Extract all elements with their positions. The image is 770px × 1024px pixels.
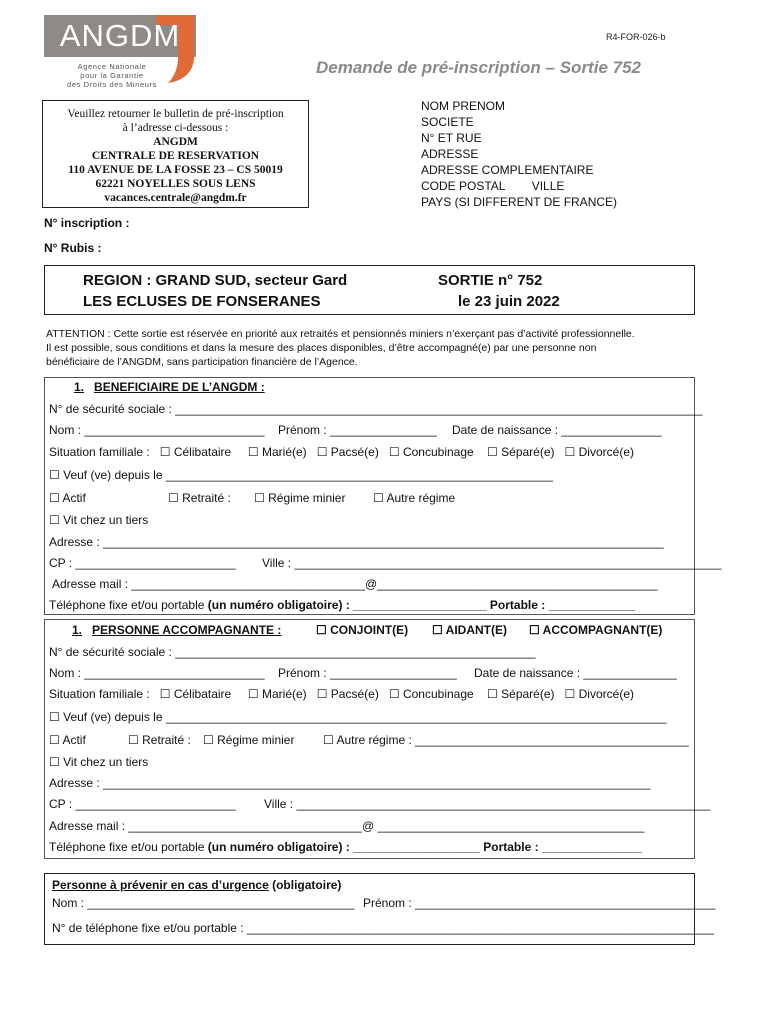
region-box	[44, 265, 695, 315]
companion-first-name-field[interactable]: Prénom : ___________________	[278, 666, 457, 680]
checkbox-icon[interactable]: ☐	[564, 445, 576, 459]
companion-autre-regime-checkbox[interactable]: ☐ Autre régime : _________________________________________	[323, 733, 689, 747]
checkbox-icon: ☐	[49, 710, 60, 724]
checkbox-icon: ☐	[128, 733, 139, 747]
attention-notice: ATTENTION : Cette sortie est réservée en priorité aux retraités et pensionnés miniers n’exerçant pas d’activité professionnelle. Il est possible, sous conditions et dans la mesure des places disponibles, d’être accompagné(e) par une personne non bénéficiaire de l’ANGDM, sans participation financière de l’Agence.	[46, 328, 635, 368]
page-title: Demande de pré-inscription – Sortie 752	[316, 58, 641, 77]
tiers-checkbox[interactable]: ☐ Vit chez un tiers	[49, 513, 149, 527]
accompagnant-checkbox[interactable]: ☐ ACCOMPAGNANT(E)	[529, 623, 663, 637]
companion-phone-field[interactable]: Téléphone fixe et/ou portable (un numéro obligatoire) : ___________________ Portable : _______________	[49, 840, 643, 854]
autre-regime-checkbox[interactable]: ☐ Autre régime	[373, 491, 456, 505]
retraite-checkbox[interactable]: ☐ Retraité :	[168, 491, 231, 505]
checkbox-icon[interactable]: ☐	[388, 687, 400, 701]
companion-social-security-field[interactable]: N° de sécurité sociale : ______________________________________________________	[49, 645, 536, 659]
address-line: 110 AVENUE DE LA FOSSE 23 – CS 50019	[68, 164, 283, 176]
checkbox-icon[interactable]: ☐	[316, 445, 328, 459]
phone-field[interactable]: Téléphone fixe et/ou portable (un numéro obligatoire) : ____________________ Portable : _____________	[49, 598, 636, 612]
location-name: LES ECLUSES DE FONSERANES	[83, 293, 321, 310]
checkbox-icon: ☐	[203, 733, 214, 747]
checkbox-icon: ☐	[49, 755, 60, 769]
address-line: 62221 NOYELLES SOUS LENS	[95, 178, 256, 190]
checkbox-icon[interactable]: ☐	[316, 687, 328, 701]
region-name: REGION : GRAND SUD, secteur Gard	[83, 272, 348, 289]
emergency-phone-field[interactable]: N° de téléphone fixe et/ou portable : ______________________________________________________________________	[52, 921, 715, 935]
actif-checkbox[interactable]: ☐ Actif	[49, 491, 86, 505]
birth-date-field[interactable]: Date de naissance : _______________	[452, 423, 662, 437]
checkbox-icon: ☐	[529, 623, 540, 637]
companion-regime-minier-checkbox[interactable]: ☐ Régime minier	[203, 733, 295, 747]
city-field[interactable]: Ville : ________________________________________________________________	[262, 556, 722, 570]
checkbox-icon[interactable]: ☐	[247, 687, 259, 701]
companion-address-field[interactable]: Adresse : __________________________________________________________________________________	[49, 776, 651, 790]
sortie-number: SORTIE n° 752	[438, 272, 543, 289]
address-line: à l’adresse ci-dessous :	[122, 122, 229, 134]
companion-last-name-field[interactable]: Nom : ___________________________	[49, 666, 265, 680]
companion-city-field[interactable]: Ville : ______________________________________________________________	[264, 797, 711, 811]
checkbox-icon[interactable]: ☐	[159, 687, 171, 701]
checkbox-icon[interactable]: ☐	[487, 687, 498, 701]
companion-actif-checkbox[interactable]: ☐ Actif	[49, 733, 86, 747]
address-line: CENTRALE DE RESERVATION	[91, 150, 260, 162]
rubis-number-field[interactable]: N° Rubis :	[44, 241, 102, 255]
first-name-field[interactable]: Prénom : ________________	[278, 423, 437, 437]
return-address-box	[42, 100, 309, 208]
companion-email-field[interactable]: Adresse mail : ___________________________________@ ________________________________________	[49, 819, 645, 833]
checkbox-icon[interactable]: ☐	[564, 687, 576, 701]
regime-minier-checkbox[interactable]: ☐ Régime minier	[254, 491, 346, 505]
checkbox-icon: ☐	[49, 468, 60, 482]
email-field[interactable]: Adresse mail : ___________________________________@__________________________________________	[52, 577, 658, 591]
checkbox-icon[interactable]: ☐	[247, 445, 259, 459]
logo-tagline: Agence Nationale pour la Garantie des Droits des Mineurs	[67, 62, 157, 89]
beneficiary-heading: 1. BENEFICIAIRE DE L’ANGDM :	[74, 380, 265, 394]
checkbox-icon: ☐	[316, 623, 327, 637]
companion-widowed-row[interactable]: ☐ Veuf (ve) depuis le ___________________________________________________________________________	[49, 710, 667, 724]
identity-block: NOM PRENOM SOCIETE N° ET RUE ADRESSE ADRESSE COMPLEMENTAIRE CODE POSTAL VILLE PAYS (SI DIFFERENT DE FRANCE)	[421, 99, 618, 209]
emergency-heading: Personne à prévenir en cas d’urgence (obligatoire)	[52, 878, 342, 892]
companion-family-status-row: Situation familiale : ☐ Célibataire ☐ Marié(e) ☐ Pacsé(e) ☐ Concubinage ☐ Séparé(e) ☐ Divorcé(e)	[49, 687, 634, 701]
checkbox-icon: ☐	[168, 491, 179, 505]
address-line: ANGDM	[153, 136, 198, 148]
checkbox-icon: ☐	[432, 623, 443, 637]
social-security-field[interactable]: N° de sécurité sociale : _______________________________________________________________________________	[49, 402, 703, 416]
logo-text: ANGDM	[59, 18, 181, 53]
document-reference: R4-FOR-026-b	[606, 32, 666, 42]
checkbox-icon: ☐	[373, 491, 384, 505]
emergency-last-name-field[interactable]: Nom : ________________________________________	[52, 896, 355, 910]
companion-birth-date-field[interactable]: Date de naissance : ______________	[474, 666, 677, 680]
checkbox-icon: ☐	[254, 491, 265, 505]
companion-tiers-checkbox[interactable]: ☐ Vit chez un tiers	[49, 755, 149, 769]
family-status-row: Situation familiale : ☐ Célibataire ☐ Marié(e) ☐ Pacsé(e) ☐ Concubinage ☐ Séparé(e) ☐ Divorcé(e)	[49, 445, 634, 459]
address-line: Veuillez retourner le bulletin de pré-inscription	[67, 108, 284, 120]
email-address: vacances.centrale@angdm.fr	[104, 192, 247, 204]
companion-heading: 1. PERSONNE ACCOMPAGNANTE :	[72, 623, 282, 637]
widowed-row[interactable]: ☐ Veuf (ve) depuis le __________________________________________________________	[49, 468, 553, 482]
checkbox-icon: ☐	[49, 733, 60, 747]
last-name-field[interactable]: Nom : ___________________________	[49, 423, 265, 437]
inscription-number-field[interactable]: N° inscription :	[44, 216, 130, 230]
aidant-checkbox[interactable]: ☐ AIDANT(E)	[432, 623, 507, 637]
emergency-first-name-field[interactable]: Prénom : _____________________________________________	[363, 896, 716, 910]
companion-postal-code-field[interactable]: CP : ________________________	[49, 797, 236, 811]
checkbox-icon[interactable]: ☐	[487, 445, 498, 459]
checkbox-icon[interactable]: ☐	[159, 445, 171, 459]
address-field[interactable]: Adresse : ____________________________________________________________________________________	[49, 535, 664, 549]
checkbox-icon[interactable]: ☐	[388, 445, 400, 459]
postal-code-field[interactable]: CP : ________________________	[49, 556, 236, 570]
companion-retraite-checkbox[interactable]: ☐ Retraité :	[128, 733, 191, 747]
conjoint-checkbox[interactable]: ☐ CONJOINT(E)	[316, 623, 409, 637]
sortie-date: le 23 juin 2022	[458, 293, 560, 310]
checkbox-icon: ☐	[49, 513, 60, 527]
checkbox-icon: ☐	[49, 491, 60, 505]
checkbox-icon: ☐	[323, 733, 334, 747]
